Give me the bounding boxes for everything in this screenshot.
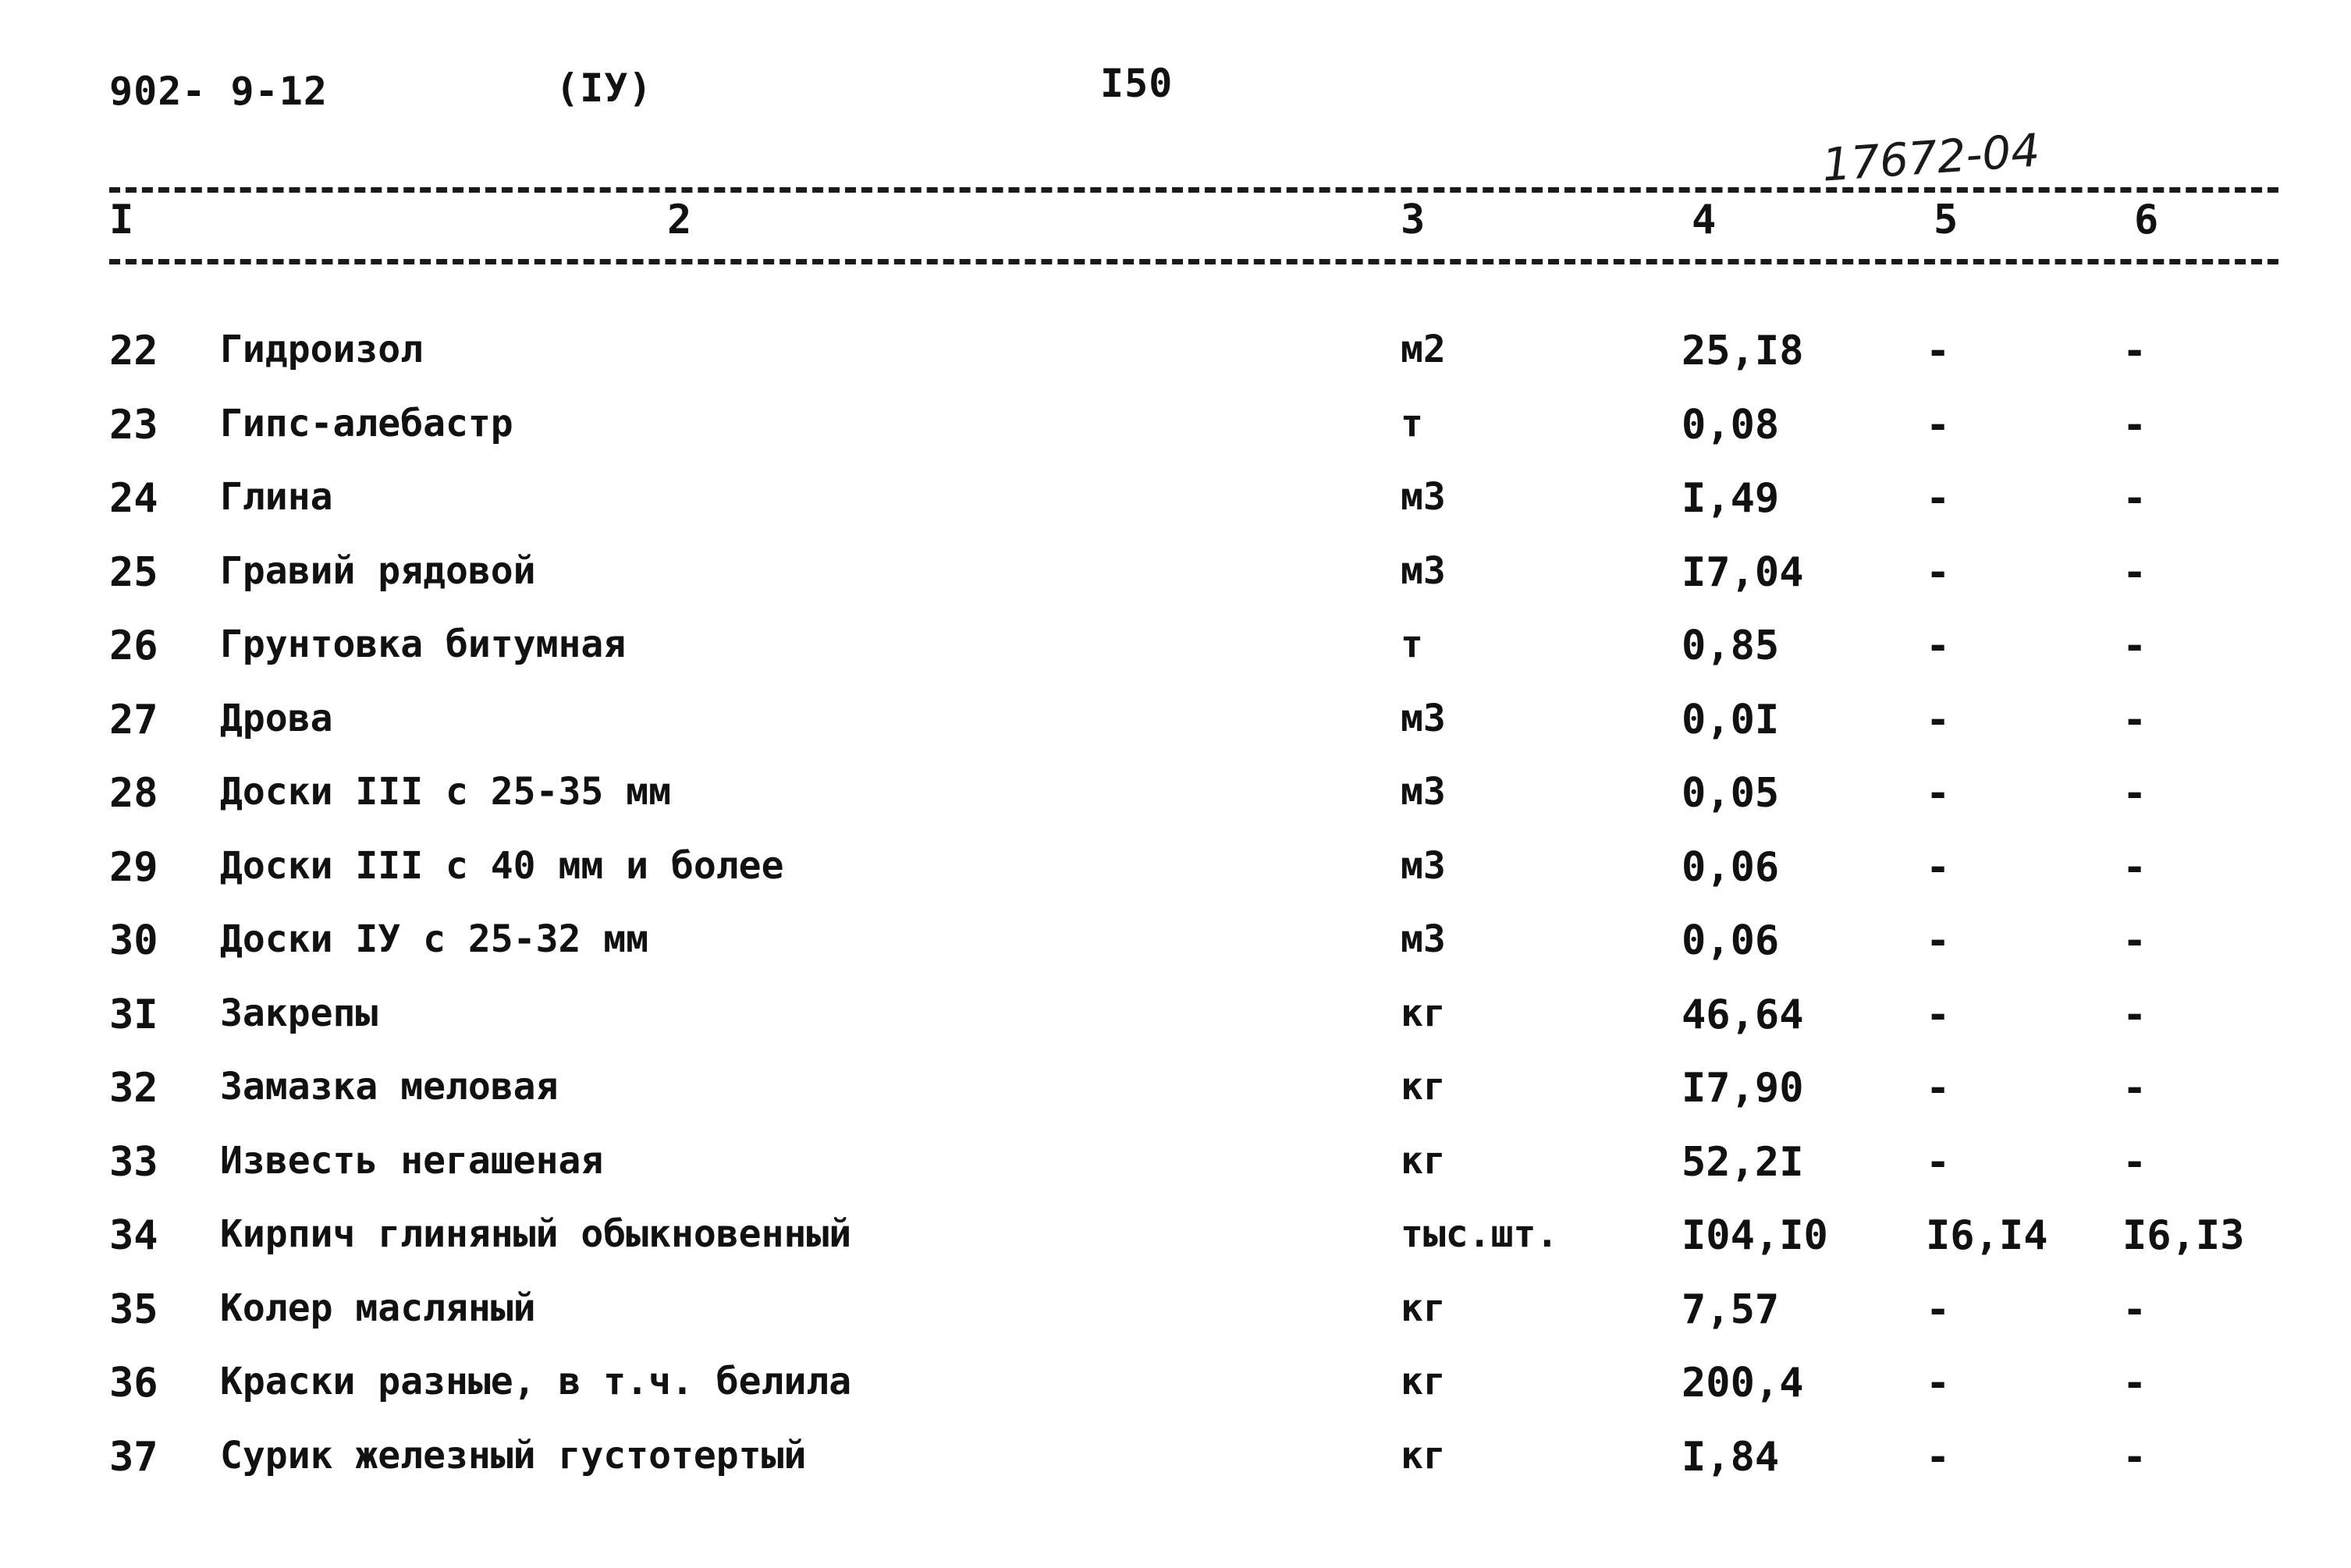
value-col6: I6,I3 [2122, 1212, 2245, 1259]
value-col5: - [1926, 1433, 1951, 1481]
document-code: 902- 9-12 [109, 69, 328, 114]
table-row [0, 992, 2351, 1065]
column-header-2: 2 [667, 197, 692, 243]
value-col5: - [1926, 548, 1951, 596]
unit: кг [1401, 1065, 1446, 1109]
row-number: 3I [109, 991, 158, 1038]
unit: кг [1401, 1433, 1446, 1478]
unit: м3 [1401, 917, 1446, 961]
table-row [0, 1360, 2351, 1433]
value-col5: - [1926, 1286, 1951, 1333]
value-col4: 52,2I [1682, 1138, 1804, 1186]
value-col4: I7,04 [1682, 548, 1804, 596]
table-row [0, 1139, 2351, 1212]
table-row [0, 1434, 2351, 1507]
value-col6: - [2122, 1065, 2147, 1112]
row-number: 37 [109, 1433, 158, 1481]
column-header-5: 5 [1934, 197, 1959, 243]
unit: м3 [1401, 548, 1446, 593]
value-col4: I,84 [1682, 1433, 1780, 1481]
table-row [0, 1065, 2351, 1138]
table-row [0, 697, 2351, 770]
row-number: 36 [109, 1360, 158, 1407]
value-col4: I04,I0 [1682, 1212, 1828, 1259]
material-name: Сурик железный густотертый [220, 1433, 807, 1478]
material-name: Кирпич глиняный обыкновенный [220, 1212, 852, 1256]
table-row [0, 844, 2351, 917]
table-row [0, 917, 2351, 991]
unit: тыс.шт. [1401, 1212, 1559, 1256]
table-row [0, 770, 2351, 843]
material-name: Гидроизол [220, 328, 424, 371]
material-name: Доски III с 25-35 мм [220, 770, 671, 814]
material-name: Известь негашеная [220, 1138, 604, 1183]
unit: м2 [1401, 328, 1446, 371]
value-col4: 0,05 [1682, 770, 1780, 817]
table-row [0, 402, 2351, 475]
page-number: I50 [1100, 61, 1174, 106]
value-col6: - [2122, 770, 2147, 817]
row-number: 34 [109, 1212, 158, 1259]
row-number: 28 [109, 770, 158, 817]
material-name: Доски IУ с 25-32 мм [220, 917, 649, 961]
value-col6: - [2122, 917, 2147, 964]
value-col4: 46,64 [1682, 991, 1804, 1038]
value-col4: 7,57 [1682, 1286, 1780, 1333]
material-name: Глина [220, 475, 333, 519]
row-number: 29 [109, 843, 158, 891]
unit: т [1401, 623, 1423, 666]
value-col5: - [1926, 917, 1951, 964]
unit: т [1401, 401, 1423, 445]
table-row [0, 328, 2351, 401]
column-header-6: 6 [2134, 197, 2159, 243]
unit: м3 [1401, 475, 1446, 519]
material-name: Краски разные, в т.ч. белила [220, 1360, 852, 1403]
row-number: 32 [109, 1065, 158, 1112]
column-header-4: 4 [1692, 197, 1717, 243]
value-col4: 25,I8 [1682, 328, 1804, 374]
row-number: 25 [109, 548, 158, 596]
material-name: Дрова [220, 696, 333, 740]
unit: кг [1401, 1286, 1446, 1330]
value-col5: - [1926, 475, 1951, 522]
table-row [0, 1286, 2351, 1360]
value-col6: - [2122, 623, 2147, 669]
value-col6: - [2122, 475, 2147, 522]
unit: м3 [1401, 696, 1446, 740]
value-col6: - [2122, 1360, 2147, 1407]
material-name: Доски III с 40 мм и более [220, 843, 784, 888]
value-col5: - [1926, 623, 1951, 669]
unit: м3 [1401, 843, 1446, 888]
table-row [0, 1212, 2351, 1286]
value-col4: 200,4 [1682, 1360, 1804, 1407]
value-col6: - [2122, 401, 2147, 449]
row-number: 22 [109, 328, 158, 374]
value-col6: - [2122, 843, 2147, 891]
value-col4: 0,85 [1682, 623, 1780, 669]
row-number: 27 [109, 696, 158, 743]
value-col5: - [1926, 1138, 1951, 1186]
value-col5: - [1926, 770, 1951, 817]
row-number: 24 [109, 475, 158, 522]
value-col6: - [2122, 1138, 2147, 1186]
value-col4: 0,06 [1682, 917, 1780, 964]
material-name: Закрепы [220, 991, 378, 1035]
value-col6: - [2122, 548, 2147, 596]
unit: кг [1401, 991, 1446, 1035]
unit: кг [1401, 1360, 1446, 1403]
row-number: 30 [109, 917, 158, 964]
value-col6: - [2122, 1286, 2147, 1333]
header-top-rule [109, 187, 2278, 193]
value-col6: - [2122, 1433, 2147, 1481]
value-col4: 0,0I [1682, 696, 1780, 743]
material-name: Грунтовка битумная [220, 623, 627, 666]
table-row [0, 475, 2351, 548]
unit: кг [1401, 1138, 1446, 1183]
value-col5: - [1926, 401, 1951, 449]
value-col4: I7,90 [1682, 1065, 1804, 1112]
material-name: Замазка меловая [220, 1065, 559, 1109]
value-col5: - [1926, 1065, 1951, 1112]
value-col4: 0,08 [1682, 401, 1780, 449]
row-number: 33 [109, 1138, 158, 1186]
row-number: 26 [109, 623, 158, 669]
value-col5: - [1926, 1360, 1951, 1407]
table-row [0, 623, 2351, 696]
column-header-3: 3 [1401, 197, 1426, 243]
value-col5: - [1926, 328, 1951, 374]
value-col5: - [1926, 991, 1951, 1038]
value-col5: - [1926, 696, 1951, 743]
material-name: Гравий рядовой [220, 548, 536, 593]
unit: м3 [1401, 770, 1446, 814]
row-number: 23 [109, 401, 158, 449]
value-col6: - [2122, 328, 2147, 374]
value-col4: 0,06 [1682, 843, 1780, 891]
header-bottom-rule [109, 259, 2278, 264]
column-header-1: I [109, 197, 134, 243]
material-name: Гипс-алебастр [220, 401, 513, 445]
value-col5: - [1926, 843, 1951, 891]
value-col5: I6,I4 [1926, 1212, 2048, 1259]
handwritten-stamp: 17672-04 [1820, 123, 2042, 192]
value-col4: I,49 [1682, 475, 1780, 522]
row-number: 35 [109, 1286, 158, 1333]
material-name: Колер масляный [220, 1286, 536, 1330]
value-col6: - [2122, 696, 2147, 743]
table-row [0, 549, 2351, 623]
value-col6: - [2122, 991, 2147, 1038]
section-label: (IУ) [556, 66, 653, 111]
